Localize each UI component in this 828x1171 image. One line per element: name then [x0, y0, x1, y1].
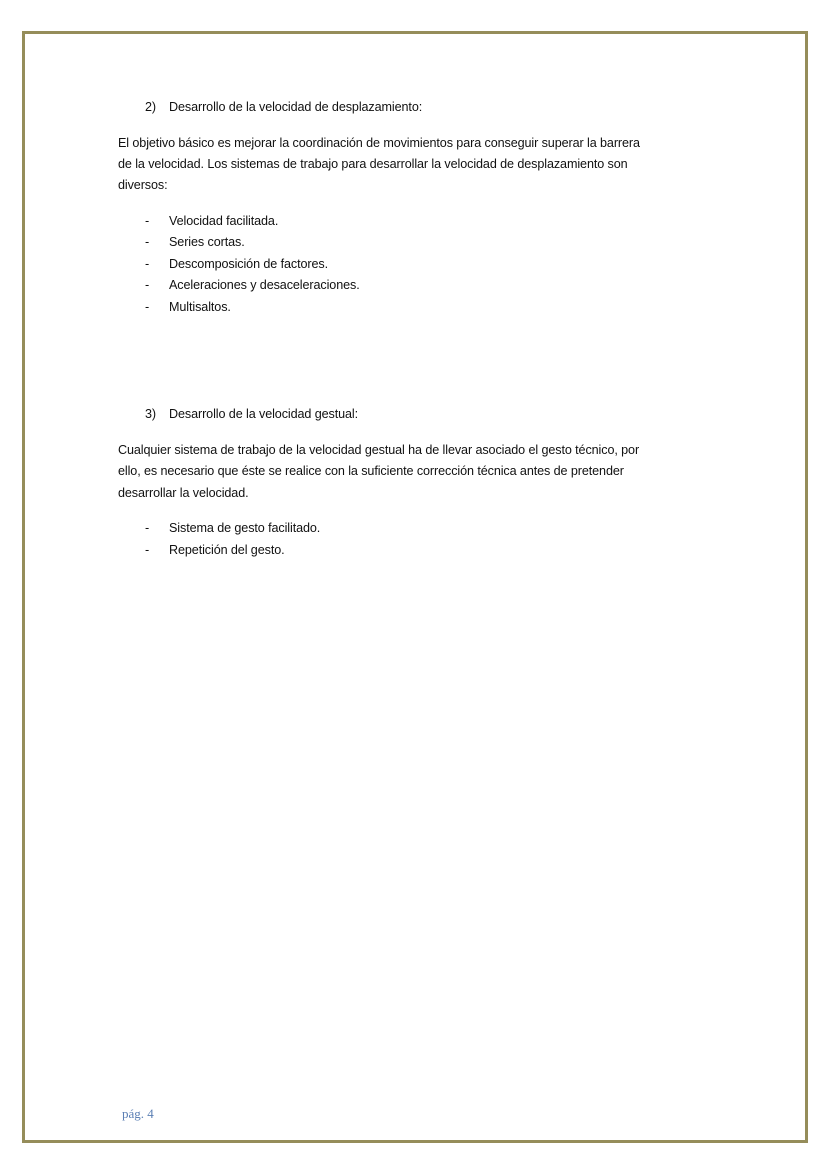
paragraph-line: de la velocidad. Los sistemas de trabajo para desarrollar la velocidad de desplazamiento son [118, 157, 628, 171]
bullet-dash: - [145, 300, 150, 314]
paragraph-line: desarrollar la velocidad. [118, 486, 249, 500]
bullet-dash: - [145, 235, 150, 249]
list-item-text: Sistema de gesto facilitado. [169, 521, 321, 535]
page-border [22, 31, 808, 1143]
list-item [145, 543, 285, 557]
bullet-dash: - [145, 257, 150, 271]
list-item-text: Series cortas. [169, 235, 245, 249]
list-item-text: Descomposición de factores. [169, 257, 328, 271]
list-item [145, 235, 245, 249]
list-item-text: Repetición del gesto. [169, 543, 285, 557]
paragraph-line: diversos: [118, 178, 168, 192]
section-number: 3) [145, 407, 156, 421]
bullet-dash: - [145, 521, 150, 535]
section-number: 2) [145, 100, 156, 114]
list-item [145, 300, 231, 314]
section-title: Desarrollo de la velocidad de desplazamiento: [169, 100, 423, 114]
list-item [145, 521, 320, 535]
paragraph-line: ello, es necesario que éste se realice con la suficiente corrección técnica antes de pretender [118, 464, 624, 478]
list-item-text: Velocidad facilitada. [169, 214, 279, 228]
list-item [145, 257, 328, 271]
list-item-text: Multisaltos. [169, 300, 231, 314]
paragraph-line: El objetivo básico es mejorar la coordinación de movimientos para conseguir superar la barrera [118, 136, 640, 150]
page-number: pág. 4 [122, 1106, 154, 1121]
bullet-dash: - [145, 214, 150, 228]
bullet-dash: - [145, 543, 150, 557]
list-item [145, 278, 360, 292]
bullet-dash: - [145, 278, 150, 292]
section-title: Desarrollo de la velocidad gestual: [169, 407, 359, 421]
list-item-text: Aceleraciones y desaceleraciones. [169, 278, 360, 292]
list-item [145, 214, 278, 228]
section-heading [145, 100, 422, 114]
section-heading [145, 407, 358, 421]
paragraph-line: Cualquier sistema de trabajo de la velocidad gestual ha de llevar asociado el gesto técnico, por [118, 443, 640, 457]
